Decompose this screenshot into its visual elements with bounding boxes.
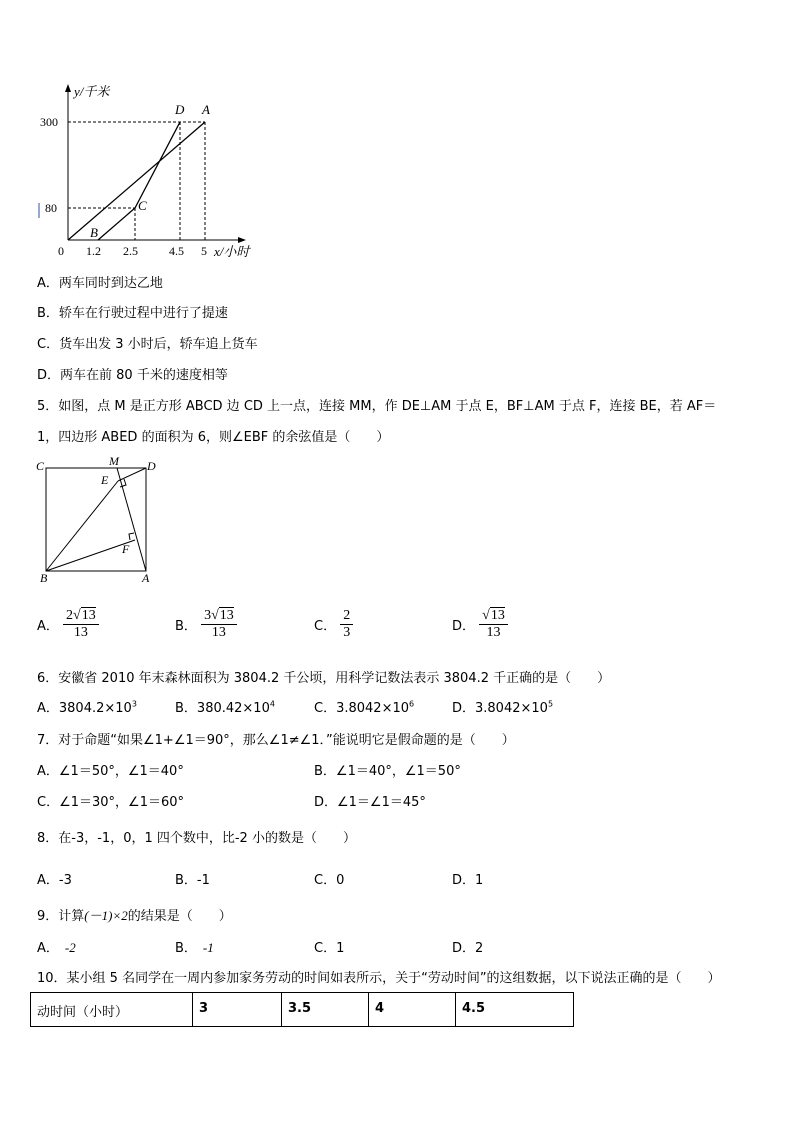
q7-option-d[interactable]: D．∠1＝∠1＝45° [314,795,426,810]
table-cell: 3 [193,993,282,1027]
label-d: D [147,459,156,473]
q5-option-c[interactable]: C． $\frac{2}{3}$ [314,608,353,641]
label-b: B [40,571,48,585]
label-e: E [101,473,109,487]
q9-stem: 9．计算(－1)×2的结果是（ ） [37,908,232,924]
q6-option-a[interactable]: A．$3804.2\times 10^3$ [37,699,137,716]
q4-option-c[interactable]: C．货车出发 3 小时后，轿车追上货车 [37,337,258,352]
q9-option-d[interactable]: D．2 [452,941,484,956]
distance-time-graph [30,80,290,265]
q8-option-a[interactable]: A．-3 [37,873,72,888]
x-tick-5: 5 [201,244,207,258]
q9-option-b[interactable]: B． -1 [175,940,214,956]
line-oa [68,122,205,240]
table-cell: 3.5 [282,993,369,1027]
q5-option-a[interactable]: A． $\frac{2√13}{13}$ [37,608,99,641]
point-c: C [138,198,147,213]
q5-option-d[interactable]: D． $\frac{√13}{13}$ [452,608,508,641]
y-axis-label: y/千米 [74,84,110,99]
table-row [31,993,574,1027]
point-b: B [90,225,98,240]
label-m: M [109,456,119,468]
x-axis-label: x/小时 [214,244,250,259]
point-a: A [202,102,210,117]
q9-expression: (－1)×2 [84,908,128,923]
q10-stem: 10．某小组 5 名同学在一周内参加家务劳动的时间如表所示，关于“劳动时间”的这组数据，以下说法正确的是（ ） [37,971,721,986]
q4-option-a[interactable]: A．两车同时到达乙地 [37,276,163,291]
q9-option-c[interactable]: C．1 [314,941,345,956]
q7-option-a[interactable]: A．∠1＝50°，∠1＝40° [37,764,184,779]
q6-stem: 6．安徽省 2010 年末森林面积为 3804.2 千公顷，用科学记数法表示 3804.2 千正确的是（ ） [37,671,611,686]
q6-option-d[interactable]: D．$3.8042\times 10^5$ [452,699,554,716]
q5-option-b[interactable]: B． $\frac{3√13}{13}$ [175,608,237,641]
x-tick-0: 0 [58,244,64,258]
table-cell: 4.5 [456,993,574,1027]
q8-option-b[interactable]: B．-1 [175,873,210,888]
labor-time-table [30,992,574,1027]
q9-option-a[interactable]: A． -2 [37,940,76,956]
q7-option-c[interactable]: C．∠1＝30°，∠1＝60° [37,795,185,810]
y-tick-80: 80 [45,201,57,215]
y-tick-300: 300 [40,115,58,129]
label-f: F [122,542,130,556]
q8-option-d[interactable]: D．1 [452,873,484,888]
table-cell: 4 [369,993,456,1027]
label-a: A [142,571,150,585]
q6-option-c[interactable]: C．$3.8042\times 10^6$ [314,699,415,716]
x-tick-4.5: 4.5 [169,244,184,258]
label-c: C [36,459,45,473]
q4-option-b[interactable]: B．轿车在行驶过程中进行了提速 [37,306,228,321]
q6-option-b[interactable]: B．$380.42\times 10^4$ [175,699,275,716]
x-tick-2.5: 2.5 [123,244,138,258]
table-header-cell: 动时间（小时） [31,993,193,1027]
q7-option-b[interactable]: B．∠1＝40°，∠1＝50° [314,764,461,779]
point-d: D [175,102,185,117]
q5-stem-line1: 5．如图，点 M 是正方形 ABCD 边 CD 上一点，连接 MM，作 DE⊥AM 于点 E，BF⊥AM 于点 F，连接 BE，若 AF＝ [37,399,717,414]
q8-option-c[interactable]: C．0 [314,873,345,888]
x-tick-1.2: 1.2 [86,244,101,258]
q7-stem: 7．对于命题“如果∠1+∠1＝90°，那么∠1≠∠1．”能说明它是假命题的是（ ） [37,733,515,748]
q5-stem-line2: 1，四边形 ABED 的面积为 6，则∠EBF 的余弦值是（ ） [37,430,390,445]
q4-option-d[interactable]: D．两车在前 80 千米的速度相等 [37,368,228,383]
line-bcd [98,122,180,240]
square-figure [34,456,164,588]
q8-stem: 8．在-3，-1，0，1 四个数中，比-2 小的数是（ ） [37,831,356,846]
